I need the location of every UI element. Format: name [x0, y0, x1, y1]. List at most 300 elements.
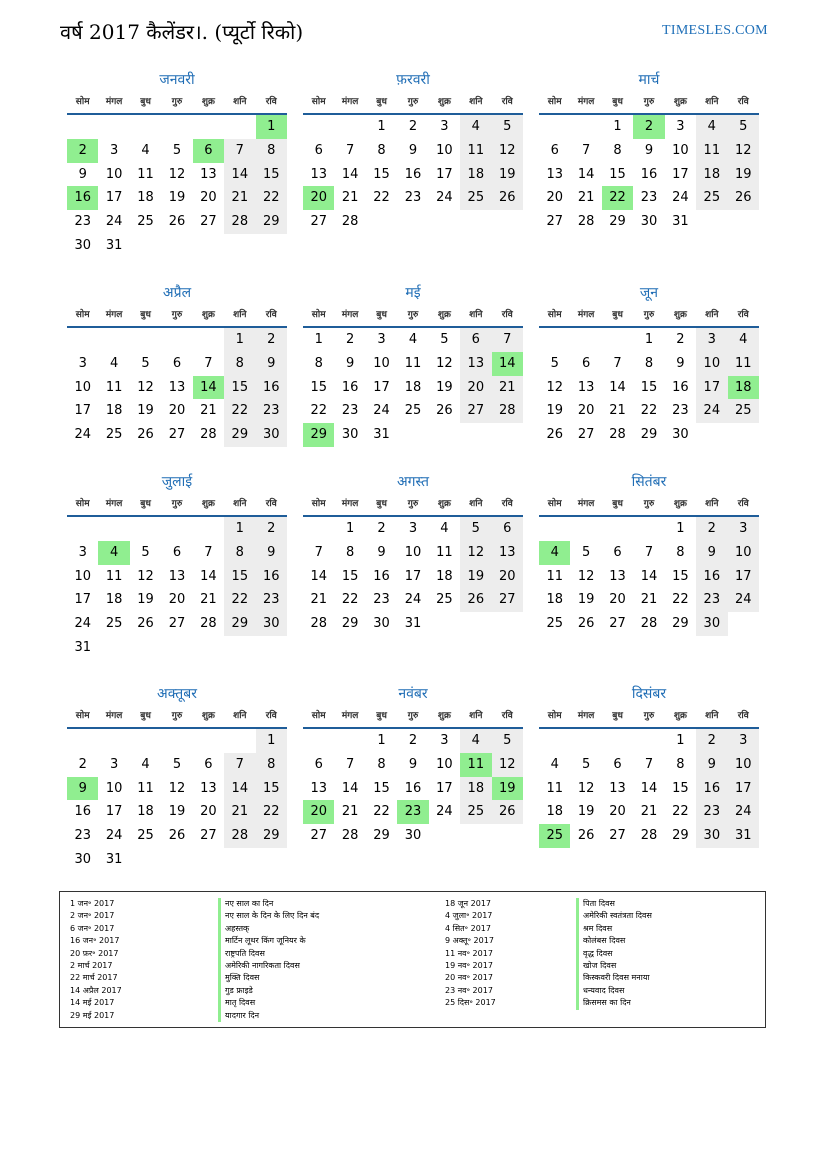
day-cell: 23	[341, 403, 359, 419]
day-cell: 22	[256, 186, 287, 210]
day-cell: 10	[404, 544, 422, 560]
day-cell: 9	[696, 541, 727, 565]
weekday-label: मंगल	[341, 310, 359, 320]
day-cell: 25	[546, 616, 563, 632]
day-cell: 10	[728, 541, 759, 565]
day-cell: 27	[460, 399, 491, 423]
day-cell: 31	[105, 237, 123, 253]
day-cell: 6	[613, 756, 622, 772]
day-cell: 10	[728, 753, 759, 777]
day-cell: 17	[436, 780, 453, 796]
day-cell: 8	[377, 142, 386, 158]
weekday-label: शनि	[233, 310, 247, 320]
month-name: जनवरी	[159, 72, 195, 88]
day-cell: 13	[492, 541, 523, 565]
weekday-label: शनि	[705, 97, 719, 107]
day-cell: 23	[74, 214, 91, 230]
weekday-label: शुक्र	[673, 499, 687, 509]
day-cell: 5	[581, 544, 591, 560]
holiday-name: मार्टिन लूथर किंग जूनियर के	[218, 935, 319, 947]
holiday-name: अमेरिकी स्वतंत्रता दिवस	[576, 910, 652, 922]
day-cell: 1	[644, 332, 654, 347]
month-calendar	[303, 283, 523, 447]
day-cell: 19	[728, 163, 759, 187]
holiday-day-cell: 25	[539, 824, 570, 848]
day-cell: 22	[373, 804, 390, 820]
holiday-day-cell: 9	[67, 777, 98, 801]
day-cell: 17	[74, 592, 91, 608]
day-cell: 15	[310, 379, 327, 395]
month-name: मार्च	[638, 72, 660, 88]
weekday-label: शनि	[469, 310, 483, 320]
day-cell: 14	[310, 568, 327, 584]
day-cell: 17	[728, 565, 759, 589]
holiday-date: 20 फ़र॰ 2017	[70, 948, 119, 958]
day-cell: 2	[408, 733, 418, 748]
empty-day-cell	[602, 517, 633, 541]
holiday-day-cell: 20	[303, 800, 334, 824]
day-cell: 7	[644, 544, 654, 560]
day-cell: 17	[74, 403, 91, 419]
weekday-label: रवि	[737, 711, 749, 721]
day-cell: 26	[492, 800, 523, 824]
day-cell: 11	[404, 355, 422, 371]
day-cell: 27	[546, 214, 563, 230]
weekday-label: मंगल	[341, 711, 359, 721]
empty-day-cell	[67, 328, 98, 352]
day-cell: 30	[256, 612, 287, 636]
day-cell: 24	[105, 214, 123, 230]
holiday-name: अमेरिकी नागरिकता दिवस	[218, 960, 319, 972]
empty-day-cell	[570, 328, 601, 352]
holiday-name: पिता दिवस	[576, 898, 652, 910]
holiday-day-cell: 11	[460, 753, 491, 777]
weekday-label: गुरु	[171, 711, 183, 721]
weekday-label: बुध	[140, 499, 151, 509]
day-cell: 29	[341, 616, 359, 632]
holiday-name: क्रिसमस का दिन	[576, 997, 652, 1009]
day-cell: 5	[492, 115, 523, 139]
day-cell: 7	[492, 328, 523, 352]
weekday-label: गुरु	[643, 499, 655, 509]
day-grid	[303, 729, 523, 848]
holiday-name: गुड फ्राइडे	[218, 985, 319, 997]
day-cell: 22	[256, 800, 287, 824]
day-cell: 16	[373, 568, 390, 584]
holiday-date: 14 मई 2017	[70, 998, 115, 1008]
weekday-label: शनि	[705, 499, 719, 509]
day-cell: 14	[640, 780, 658, 796]
weekday-label: शनि	[705, 310, 719, 320]
day-cell: 31	[728, 824, 759, 848]
day-cell: 20	[460, 376, 491, 400]
month-name: जून	[639, 285, 659, 301]
weekday-label: गुरु	[171, 97, 183, 107]
day-cell: 5	[492, 729, 523, 753]
holiday-name: यादगार दिन	[218, 1010, 319, 1022]
day-cell: 27	[492, 588, 523, 612]
day-cell: 15	[373, 780, 390, 796]
day-cell: 11	[137, 166, 154, 182]
day-cell: 11	[546, 780, 563, 796]
day-cell: 18	[696, 163, 727, 187]
holiday-date: 11 नव॰ 2017	[445, 948, 493, 958]
month-name: दिसंबर	[631, 686, 667, 702]
holiday-date: 19 नव॰ 2017	[445, 960, 493, 970]
month-calendar	[303, 684, 523, 848]
day-cell: 11	[696, 139, 727, 163]
empty-day-cell	[334, 729, 365, 753]
empty-day-cell	[161, 328, 192, 352]
weekday-label: बुध	[376, 310, 387, 320]
day-cell: 3	[440, 119, 449, 134]
day-cell: 16	[404, 780, 422, 796]
day-cell: 1	[676, 733, 685, 748]
day-cell: 25	[105, 427, 123, 443]
day-cell: 13	[200, 166, 217, 182]
day-cell: 12	[168, 780, 186, 796]
day-cell: 13	[577, 379, 595, 395]
day-cell: 9	[408, 756, 418, 772]
site-brand-link[interactable]: TIMESLES.COM	[662, 23, 768, 38]
day-cell: 22	[373, 190, 390, 206]
holiday-day-cell: 14	[193, 376, 224, 400]
day-cell: 28	[310, 616, 327, 632]
month-name: सितंबर	[631, 474, 667, 490]
day-cell: 31	[74, 639, 91, 655]
day-cell: 25	[460, 800, 491, 824]
day-cell: 20	[200, 804, 217, 820]
weekday-label: बुध	[612, 97, 623, 107]
weekday-label: बुध	[140, 310, 151, 320]
empty-day-cell	[224, 115, 255, 139]
day-cell: 2	[696, 517, 727, 541]
day-cell: 17	[728, 777, 759, 801]
day-cell: 23	[672, 403, 689, 419]
day-cell: 8	[676, 756, 685, 772]
day-grid	[539, 729, 759, 848]
day-cell: 10	[436, 756, 453, 772]
day-cell: 10	[74, 568, 91, 584]
day-cell: 24	[373, 403, 390, 419]
day-cell: 2	[408, 119, 418, 134]
day-cell: 10	[672, 142, 689, 158]
day-cell: 15	[256, 777, 287, 801]
empty-day-cell	[193, 517, 224, 541]
day-cell: 25	[728, 399, 759, 423]
holiday-name: नए साल के दिन के लिए दिन बंद	[218, 910, 319, 922]
weekday-header	[303, 494, 523, 517]
weekday-label: गुरु	[171, 310, 183, 320]
day-cell: 29	[224, 423, 255, 447]
day-cell: 12	[577, 568, 595, 584]
holiday-day-cell: 19	[492, 777, 523, 801]
weekday-label: सोम	[75, 499, 90, 509]
day-cell: 4	[460, 115, 491, 139]
day-cell: 6	[314, 756, 323, 772]
day-cell: 3	[728, 729, 759, 753]
day-cell: 26	[436, 403, 453, 419]
day-cell: 4	[141, 142, 150, 158]
day-cell: 27	[168, 427, 186, 443]
weekday-label: रवि	[265, 711, 277, 721]
empty-day-cell	[224, 729, 255, 753]
day-cell: 1	[224, 517, 255, 541]
day-cell: 3	[696, 328, 727, 352]
empty-day-cell	[130, 729, 161, 753]
day-cell: 24	[436, 190, 453, 206]
day-cell: 3	[440, 733, 449, 748]
day-cell: 27	[577, 427, 595, 443]
weekday-header	[539, 92, 759, 115]
day-cell: 13	[609, 780, 626, 796]
day-cell: 23	[256, 399, 287, 423]
day-cell: 8	[613, 142, 622, 158]
weekday-label: सोम	[547, 310, 562, 320]
month-calendar	[539, 70, 759, 234]
holiday-names-right	[576, 898, 652, 1010]
day-cell: 16	[74, 804, 91, 820]
day-cell: 15	[224, 376, 255, 400]
weekday-label: मंगल	[341, 499, 359, 509]
day-grid	[303, 115, 523, 234]
day-cell: 21	[200, 592, 217, 608]
day-cell: 29	[672, 828, 689, 844]
day-cell: 30	[696, 612, 727, 636]
weekday-label: शुक्र	[437, 711, 451, 721]
weekday-label: शुक्र	[437, 499, 451, 509]
day-cell: 20	[609, 592, 626, 608]
day-cell: 6	[314, 142, 323, 158]
holiday-date: 29 मई 2017	[70, 1010, 115, 1020]
month-calendar	[303, 70, 523, 234]
weekday-header	[303, 305, 523, 328]
empty-day-cell	[602, 729, 633, 753]
day-grid	[303, 517, 523, 636]
day-cell: 22	[672, 592, 689, 608]
weekday-label: मंगल	[577, 97, 595, 107]
day-cell: 26	[492, 186, 523, 210]
day-cell: 27	[168, 616, 186, 632]
day-cell: 16	[640, 166, 658, 182]
weekday-label: सोम	[311, 499, 326, 509]
day-cell: 13	[546, 166, 563, 182]
day-cell: 6	[550, 142, 559, 158]
weekday-header	[67, 305, 287, 328]
holiday-dates-right	[445, 898, 496, 1010]
day-cell: 12	[168, 166, 186, 182]
day-cell: 26	[137, 427, 154, 443]
holiday-name: राष्ट्रपति दिवस	[218, 948, 319, 960]
day-cell: 15	[672, 568, 689, 584]
day-cell: 21	[492, 376, 523, 400]
day-cell: 6	[204, 756, 213, 772]
weekday-label: मंगल	[577, 310, 595, 320]
holiday-date: 16 जन॰ 2017	[70, 936, 120, 946]
day-cell: 19	[436, 379, 453, 395]
day-cell: 12	[460, 541, 491, 565]
holiday-day-cell: 2	[67, 139, 98, 163]
day-cell: 18	[105, 592, 123, 608]
weekday-label: सोम	[75, 97, 90, 107]
day-cell: 25	[137, 828, 154, 844]
day-cell: 5	[172, 756, 182, 772]
day-cell: 16	[672, 379, 689, 395]
day-cell: 9	[345, 355, 355, 371]
day-cell: 14	[640, 568, 658, 584]
day-cell: 19	[137, 403, 154, 419]
day-cell: 23	[696, 800, 727, 824]
weekday-label: गुरु	[643, 97, 655, 107]
day-cell: 10	[696, 352, 727, 376]
holiday-day-cell: 22	[602, 186, 633, 210]
day-cell: 8	[256, 753, 287, 777]
holiday-day-cell: 6	[193, 139, 224, 163]
day-cell: 17	[373, 379, 390, 395]
day-cell: 5	[728, 115, 759, 139]
holiday-date: 23 नव॰ 2017	[445, 985, 493, 995]
day-cell: 16	[696, 777, 727, 801]
weekday-label: रवि	[737, 97, 749, 107]
day-cell: 11	[728, 352, 759, 376]
weekday-label: शनि	[233, 499, 247, 509]
day-cell: 28	[492, 399, 523, 423]
weekday-header	[539, 494, 759, 517]
weekday-label: शुक्र	[437, 310, 451, 320]
month-calendar	[303, 472, 523, 636]
day-cell: 4	[440, 521, 449, 536]
day-cell: 30	[74, 851, 91, 867]
day-cell: 10	[436, 142, 453, 158]
day-cell: 24	[404, 592, 422, 608]
day-cell: 24	[74, 427, 91, 443]
weekday-header	[303, 92, 523, 115]
day-cell: 19	[577, 804, 595, 820]
day-cell: 28	[341, 214, 359, 230]
day-cell: 30	[256, 423, 287, 447]
day-cell: 5	[141, 544, 150, 560]
day-cell: 7	[345, 142, 355, 158]
month-name: अक्तूबर	[157, 686, 197, 702]
day-cell: 14	[609, 379, 626, 395]
weekday-label: शनि	[469, 97, 483, 107]
day-cell: 16	[696, 565, 727, 589]
day-grid	[539, 328, 759, 447]
weekday-label: शुक्र	[673, 711, 687, 721]
day-cell: 2	[676, 332, 685, 347]
day-cell: 5	[460, 517, 491, 541]
day-cell: 30	[74, 237, 91, 253]
day-cell: 18	[546, 592, 563, 608]
weekday-label: रवि	[265, 310, 277, 320]
day-cell: 28	[224, 210, 255, 234]
day-cell: 7	[644, 756, 654, 772]
weekday-label: बुध	[612, 711, 623, 721]
day-cell: 10	[74, 379, 91, 395]
weekday-label: रवि	[501, 711, 513, 721]
holiday-name: नए साल का दिन	[218, 898, 319, 910]
day-cell: 6	[492, 517, 523, 541]
day-cell: 14	[224, 777, 255, 801]
day-cell: 21	[224, 800, 255, 824]
weekday-label: रवि	[501, 499, 513, 509]
day-cell: 23	[696, 588, 727, 612]
weekday-label: रवि	[265, 97, 277, 107]
weekday-label: बुध	[612, 499, 623, 509]
day-cell: 19	[168, 190, 186, 206]
weekday-label: गुरु	[407, 97, 419, 107]
day-cell: 14	[341, 166, 359, 182]
day-cell: 22	[224, 588, 255, 612]
day-cell: 29	[256, 210, 287, 234]
day-cell: 29	[609, 214, 626, 230]
empty-day-cell	[303, 115, 334, 139]
day-cell: 5	[581, 756, 591, 772]
holiday-date: 18 जून 2017	[445, 899, 492, 908]
day-cell: 25	[696, 186, 727, 210]
day-cell: 28	[640, 828, 658, 844]
weekday-label: मंगल	[105, 499, 123, 509]
day-grid	[303, 328, 523, 447]
weekday-label: शुक्र	[673, 97, 687, 107]
day-cell: 17	[105, 804, 123, 820]
weekday-label: गुरु	[643, 310, 655, 320]
empty-day-cell	[539, 328, 570, 352]
weekday-label: बुध	[376, 499, 387, 509]
day-cell: 17	[404, 568, 422, 584]
month-name: अप्रैल	[162, 285, 192, 301]
empty-day-cell	[161, 517, 192, 541]
day-cell: 14	[341, 780, 359, 796]
day-cell: 4	[728, 328, 759, 352]
empty-day-cell	[98, 517, 129, 541]
holiday-date: 4 सित॰ 2017	[445, 923, 491, 933]
day-cell: 3	[676, 119, 685, 134]
weekday-label: रवि	[501, 97, 513, 107]
day-cell: 10	[373, 355, 390, 371]
day-cell: 26	[546, 427, 563, 443]
day-cell: 23	[640, 190, 658, 206]
day-cell: 17	[672, 166, 689, 182]
empty-day-cell	[98, 115, 129, 139]
day-cell: 22	[672, 804, 689, 820]
page-title: वर्ष 2017 कैलेंडर।. (प्यूर्टो रिको)	[60, 20, 304, 44]
holiday-date: 9 अक्तू॰ 2017	[445, 936, 494, 946]
day-cell: 20	[577, 403, 595, 419]
holiday-name: अहस्तक्	[218, 923, 319, 935]
day-cell: 15	[256, 163, 287, 187]
day-cell: 2	[78, 756, 87, 772]
holiday-day-cell: 14	[492, 352, 523, 376]
day-cell: 4	[408, 332, 418, 347]
day-cell: 31	[404, 616, 422, 632]
day-cell: 4	[109, 355, 119, 371]
holiday-date: 22 मार्च 2017	[70, 973, 118, 983]
day-cell: 2	[377, 521, 386, 536]
day-cell: 28	[224, 824, 255, 848]
empty-day-cell	[161, 729, 192, 753]
holiday-day-cell: 23	[397, 800, 428, 824]
day-cell: 21	[310, 592, 327, 608]
weekday-header	[539, 305, 759, 328]
day-cell: 12	[137, 568, 154, 584]
day-cell: 27	[200, 828, 217, 844]
empty-day-cell	[539, 729, 570, 753]
day-cell: 29	[224, 612, 255, 636]
day-cell: 24	[672, 190, 689, 206]
day-cell: 7	[581, 142, 591, 158]
weekday-label: मंगल	[105, 310, 123, 320]
